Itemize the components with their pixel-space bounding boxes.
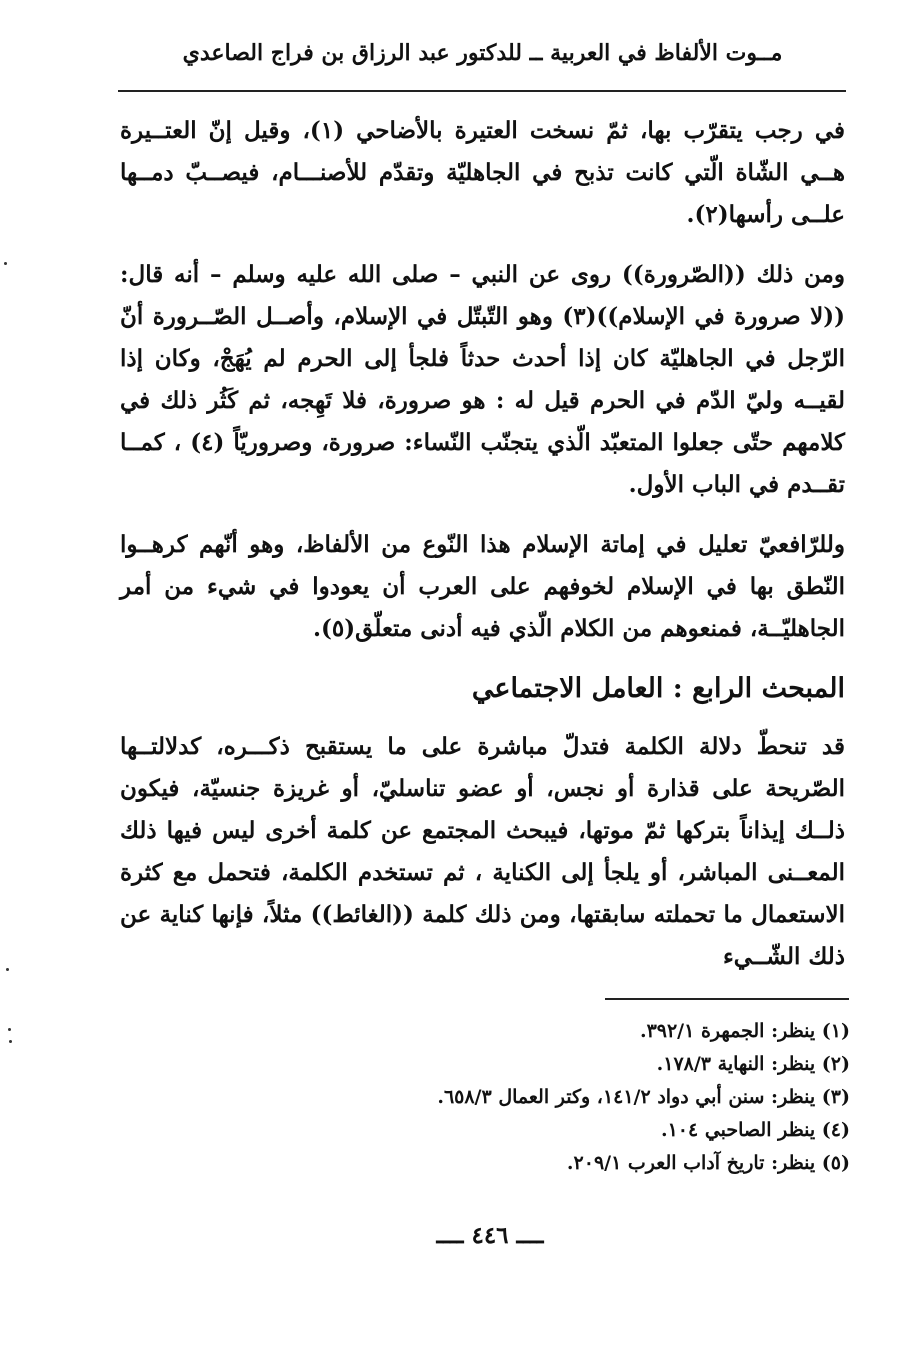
footnote-2: (٢) ينظر: النهاية ١٧٨/٣. [656,1053,850,1075]
scan-speck [4,262,7,265]
section-heading: المبحث الرابع : العامل الاجتماعي [471,673,845,704]
header-divider [118,90,846,92]
running-header: مــوت الألفاظ في العربية ــ للدكتور عبد الرزاق بن فراج الصاعدي [182,40,783,66]
paragraph-4: قد تنحطّ دلالة الكلمة فتدلّ مباشرة على ما يستقبح ذكـــره، كدلالتــها الصّريحة على قذارة أو نجس، أو عضو تناسليّ، أو غريزة جنسيّة، فيكون ذلــك إيذاناً بتركها ثمّ موتها، فيبحث المجتمع عن كلمة أخرى ليس فيها ذلك المعــنى المباشر، أو يلجأ إلى الكناية ، ثم تستخدم الكلمة، فتحمل مع كثرة الاستعمال ما تحملته سابقتها، ومن ذلك كلمة ((الغائط)) مثلاً، فإنها كناية عن ذلك الشّــيء [120,733,845,970]
footnote-divider [605,998,849,1000]
footnote-1: (١) ينظر: الجمهرة ٣٩٢/١. [639,1020,850,1042]
main-text [120,110,845,996]
paragraph-3: وللرّافعيّ تعليل في إماتة الإسلام هذا النّوع من الألفاظ، وهو أنّهم كرهــوا النّطق بها في الإسلام لخوفهم على العرب أن يعودوا في شيء من أمر الجاهليّــة، فمنعوهم من الكلام الّذي فيه أدنى متعلّق(٥). [120,531,845,642]
page-number: ــــ ٤٤٦ ــــ [436,1222,544,1249]
scan-speck [9,1040,12,1043]
paragraph-1: في رجب يتقرّب بها، ثمّ نسخت العتيرة بالأضاحي (١)، وقيل إنّ العتــيرة هــي الشّاة الّتي كانت تذبح في الجاهليّة وتقدّم للأصنـــام، فيصــبّ دمــها علــى رأسها(٢). [120,117,845,228]
paragraph-2: ومن ذلك ((الصّرورة)) روى عن النبي – صلى الله عليه وسلم – أنه قال: ((لا صرورة في الإسلام))(٣) وهو التّبتّل في الإسلام، وأصــل الصّــرورة أنّ الرّجل في الجاهليّة كان إذا أحدث حدثاً فلجأ إلى الحرم لم يُهَجْ، وكان إذا لقيــه وليّ الدّم في الحرم قيل له : هو صرورة، فلا تَهِجه، ثم كَثُر ذلك في كلامهم حتّى جعلوا المتعبّد الّذي يتجنّب النّساء: صرورة، وصروريّاً (٤) ، كمــا تقــدم في الباب الأول. [120,261,845,498]
footnote-3: (٣) ينظر: سنن أبي دواد ١٤١/٢، وكتر العمال ٦٥٨/٣. [437,1086,850,1108]
footnote-4: (٤) ينظر الصاحبي ١٠٤. [660,1119,850,1141]
scan-speck [6,968,9,971]
scan-speck [8,1028,11,1031]
footnotes [120,1015,850,1180]
footnote-5: (٥) ينظر: تاريخ آداب العرب ٢٠٩/١. [566,1152,850,1174]
